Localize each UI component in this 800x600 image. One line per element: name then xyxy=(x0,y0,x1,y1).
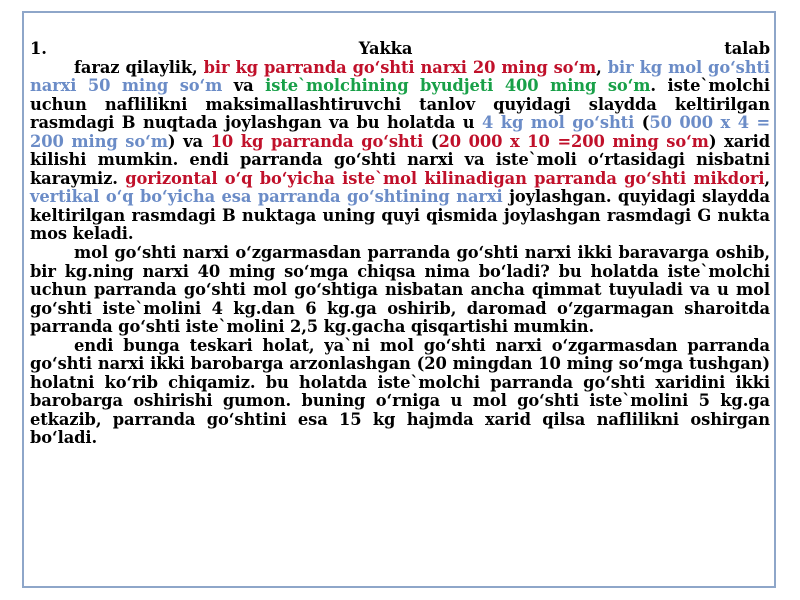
p1-text: ( xyxy=(430,131,439,151)
highlight-poultry-qty: 10 kg parranda go‘shti xyxy=(210,131,424,151)
p1-text: va xyxy=(233,76,254,96)
highlight-poultry-price: bir kg parranda go‘shti narxi 20 ming so‘m xyxy=(203,57,597,77)
highlight-beef-calc: 50 000 x 4 = 200 ming so‘m xyxy=(30,113,770,151)
section-number: 1. xyxy=(30,39,47,58)
highlight-beef-qty: 4 kg mol go‘shti xyxy=(482,113,635,133)
slide-text xyxy=(30,40,770,448)
p1-text: , xyxy=(596,57,602,77)
paragraph-1 xyxy=(30,59,770,244)
p1-text: ) xarid kilishi mumkin. endi parranda go‘shti narxi va iste`moli o‘rtasidagi nisbatni karaymiz. xyxy=(30,131,771,188)
paragraph-3: endi bunga teskari holat, ya`ni mol go‘shti narxi o‘zgarmasdan parranda go‘shti narxi ikki barobarga arzonlashgan (20 mingdan 10 ming so‘mga tushgan) holatni ko‘rib chiqamiz. bu holatda iste`molchi parranda go‘shti xaridini ikki barobarga oshirishi gumon. buning o‘rniga u mol go‘shti iste`molini 5 kg.ga etkazib, parranda go‘shtini esa 15 kg hajmda xarid qilsa naflilikni oshirgan bo‘ladi. xyxy=(30,335,770,448)
paragraph-2: mol go‘shti narxi o‘zgarmasdan parranda go‘shti narxi ikki baravarga oshib, bir kg.ning narxi 40 ming so‘mga chiqsa nima bo‘ladi? bu holatda iste`molchi uchun parranda go‘shti mol go‘shtiga nisbatan ancha qimmat tuyuladi va u mol go‘shti iste`molini 4 kg.dan 6 kg.ga oshirib, daromad o‘zgarmagan sharoitda parranda go‘shti iste`molini 2,5 kg.gacha qisqartishi mumkin. xyxy=(30,243,770,337)
highlight-budget: iste`molchining byudjeti 400 ming so‘m xyxy=(265,76,651,96)
p1-text: , xyxy=(764,168,770,188)
p1-text: ) va xyxy=(167,131,203,151)
p1-text: . iste`molchi uchun naflilikni maksimallashtiruvchi tanlov quyidagi slaydda keltirilgan rasmdagi B nuqtada joylashgan va bu holatda u xyxy=(30,76,770,133)
title-right: talab xyxy=(724,39,770,58)
highlight-poultry-calc: 20 000 x 10 =200 ming so‘m xyxy=(438,131,709,151)
highlight-horizontal-axis: gorizontal o‘q bo‘yicha iste`mol kilinadigan parranda go‘shti mikdori xyxy=(125,168,765,188)
p1-text: faraz qilaylik, xyxy=(74,57,198,77)
p1-text: joylashgan. quyidagi slaydda keltirilgan rasmdagi B nuktaga uning quyi qismida joylashgan rasmdagi G nukta mos keladi. xyxy=(30,187,770,244)
highlight-beef-price: bir kg mol go‘shti narxi 50 ming so‘m xyxy=(30,57,770,96)
highlight-vertical-axis: vertikal o‘q bo‘yicha esa parranda go‘shtining narxi xyxy=(30,187,503,207)
title-line xyxy=(30,40,770,59)
p1-text: ( xyxy=(641,113,650,133)
title-center: Yakka xyxy=(358,39,413,58)
